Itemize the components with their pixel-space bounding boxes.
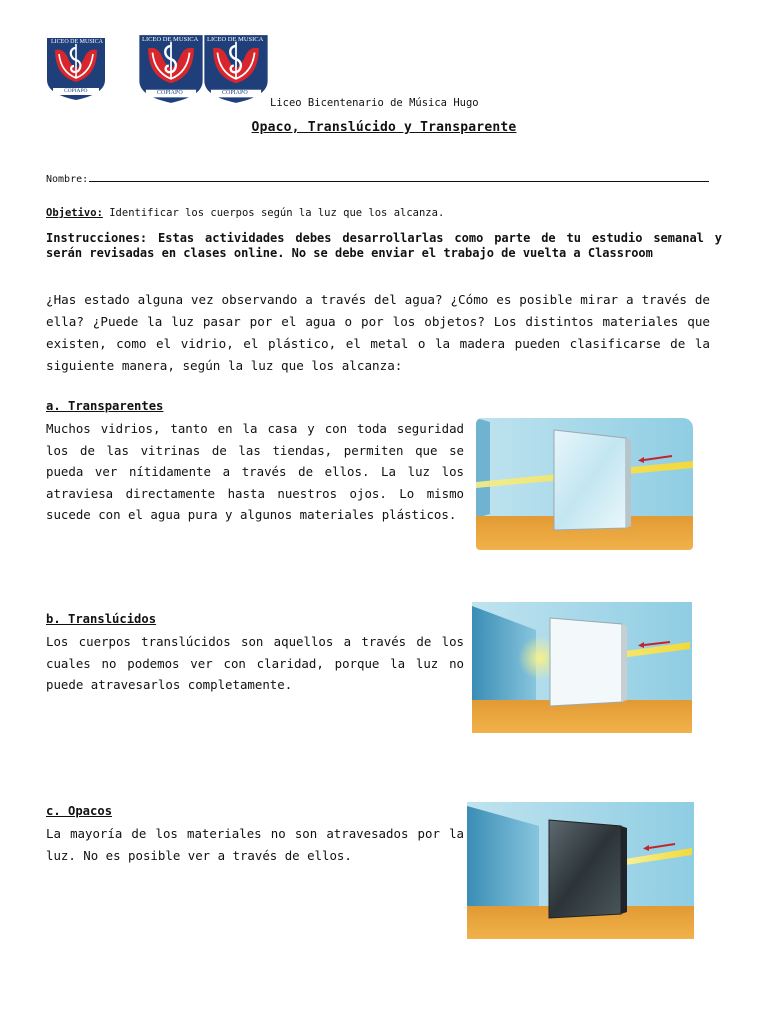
logo-bottom-text: COPIAPO (64, 88, 88, 94)
section-title-translucidos: b. Translúcidos (46, 612, 157, 626)
logo-bottom-text: COPIAPO (222, 90, 248, 96)
objetivo-label: Objetivo: (46, 207, 103, 219)
logo-top-text: LICEO DE MUSICA (207, 36, 264, 43)
transparent-glass-illustration (476, 418, 693, 550)
nombre-label: Nombre: (46, 174, 89, 185)
objetivo (46, 207, 444, 219)
translucent-glass-illustration (472, 602, 692, 733)
logo-bottom-text: COPIAPO (157, 90, 183, 96)
objetivo-text: Identificar los cuerpos según la luz que los alcanza. (102, 207, 445, 219)
document-title: Opaco, Translúcido y Transparente (251, 120, 517, 135)
school-name: Liceo Bicentenario de Música Hugo (270, 97, 479, 109)
school-logo (136, 33, 206, 105)
section-title-transparentes: a. Transparentes (46, 399, 164, 413)
school-logo (201, 33, 271, 105)
nombre-blank-line[interactable] (89, 172, 709, 182)
opaque-panel-illustration (467, 802, 694, 939)
nombre-field[interactable] (46, 172, 716, 185)
section-text-transparentes: Muchos vidrios, tanto en la casa y con toda seguridad los de las vitrinas de las tiendas, permiten que se pueda ver nítidamente a través de ellos. La luz los atraviesa directamente hasta nuestros ojos. Lo mismo sucede con el agua pura y algunos materiales plásticos. (46, 421, 464, 522)
section-text-opacos: La mayoría de los materiales no son atravesados por la luz. No es posible ver a través de ellos. (46, 826, 464, 863)
section-title-opacos: c. Opacos (46, 804, 113, 818)
school-logo (45, 36, 107, 102)
logo-top-text: LICEO DE MUSICA (142, 36, 199, 43)
instructions: Instrucciones: Estas actividades debes desarrollarlas como parte de tu estudio semanal y serán revisadas en clases online. No se debe enviar el trabajo de vuelta a Classroom (46, 231, 722, 260)
logo-top-text: LICEO DE MUSICA (51, 39, 103, 45)
section-text-translucidos: Los cuerpos translúcidos son aquellos a través de los cuales no podemos ver con claridad, porque la luz no puede atravesarlos completamente. (46, 634, 464, 692)
intro-paragraph: ¿Has estado alguna vez observando a través del agua? ¿Cómo es posible mirar a través de ella? ¿Puede la luz pasar por el agua o por los objetos? Los distintos materiales que existen, como el vidrio, el plástico, el metal o la madera pueden clasificarse de la siguiente manera, según la luz que los alcanza: (46, 292, 710, 373)
